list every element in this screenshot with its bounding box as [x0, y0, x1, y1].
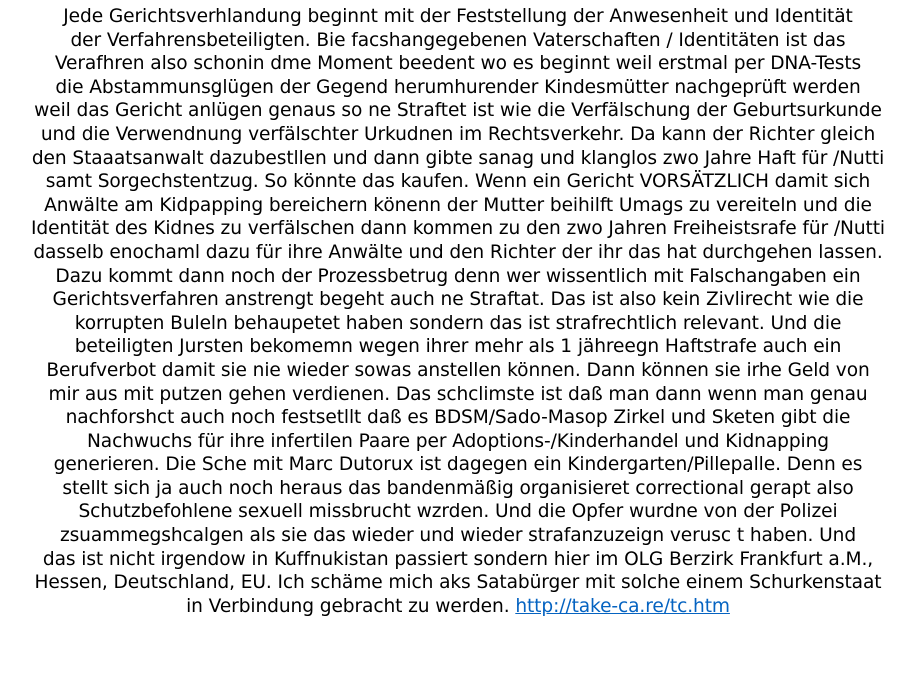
text-line-6: und die Verwendnung verfälschter Urkudnen im Rechtsverkehr. Da kann der Richter gleich: [40, 123, 876, 145]
text-line-15: beteiligten Jursten bekomemn wegen ihrer mehr als 1 jähreegn Haftstrafe auch ein: [74, 336, 842, 358]
text-line-23: zsuammegshcalgen als sie das wieder und wieder strafanzuzeign verusc t haben. Und: [59, 525, 857, 547]
text-line-10: Identität des Kidnes zu verfälschen dann kommen zu den zwo Jahren Freiheistsrafe für /Nutti: [30, 218, 885, 240]
text-line-14: korrupten Buleln behaupetet haben sondern das ist strafrechtlich relevant. Und die: [74, 312, 842, 334]
text-line-8: samt Sorgechstentzug. So könnte das kaufen. Wenn ein Gericht VORSÄTZLICH damit sich: [45, 171, 871, 193]
text-line-22: Schutzbefohlene sexuell missbrucht wzrden. Und die Opfer wurdne von der Polizei: [78, 501, 838, 523]
text-line-24: das ist nicht irgendow in Kuffnukistan passiert sondern hier im OLG Berzirk Frankfurt a.M.,: [42, 548, 874, 570]
text-line-21: stellt sich ja auch noch heraus das bandenmäßig organisieret correctional gerapt also: [62, 477, 854, 499]
text-line-13: Gerichtsverfahren anstrengt begeht auch ne Straftat. Das ist also kein Zivlirecht wie die: [52, 289, 864, 311]
text-line-11: dasselb enochaml dazu für ihre Anwälte und den Richter der ihr das hat durchgehen lassen.: [33, 241, 883, 263]
text-line-4: die Abstammunsglügen der Gegend herumhurender Kindesmütter nachgeprüft werden: [55, 76, 861, 98]
last-line-text: in Verbindung gebracht zu werden.: [186, 595, 516, 617]
text-line-25: Hessen, Deutschland, EU. Ich schäme mich aks Satabürger mit solche einem Schurkenstaat: [34, 572, 882, 594]
text-line-2: der Verfahrensbeteiligten. Bie facshangegebenen Vaterschaften / Identitäten ist das: [70, 29, 846, 51]
text-line-26: [0, 595, 916, 619]
text-line-12: Dazu kommt dann noch der Prozessbetrug denn wer wissentlich mit Falschangaben ein: [55, 265, 861, 287]
text-line-9: Anwälte am Kidpapping bereichern könenn der Mutter beihilft Umags zu vereiteln und die: [44, 194, 872, 216]
document-body: [0, 5, 916, 618]
text-line-16: Berufverbot damit sie nie wieder sowas anstellen können. Dann können sie irhe Geld von: [46, 359, 870, 381]
text-line-5: weil das Gericht anlügen genaus so ne Straftet ist wie die Verfälschung der Geburtsurkunde: [34, 100, 882, 122]
source-link[interactable]: http://take-ca.re/tc.htm: [515, 595, 730, 617]
text-line-20: generieren. Die Sche mit Marc Dutorux ist dagegen ein Kindergarten/Pillepalle. Denn es: [53, 454, 863, 476]
text-line-17: mir aus mit putzen gehen verdienen. Das schclimste ist daß man dann wenn man genau: [48, 383, 868, 405]
text-line-19: Nachwuchs für ihre infertilen Paare per Adoptions-/Kinderhandel und Kidnapping: [86, 430, 830, 452]
text-line-7: den Staaatsanwalt dazubestllen und dann gibte sanag und klanglos zwo Jahre Haft für /Nutti: [31, 147, 885, 169]
text-line-1: Jede Gerichtsverhlandung beginnt mit der Feststellung der Anwesenheit und Identität: [63, 6, 853, 27]
text-line-3: Verafhren also schonin dme Moment beedent wo es beginnt weil erstmal per DNA-Tests: [54, 53, 862, 75]
text-line-18: nachforshct auch noch festsetllt daß es BDSM/Sado-Masop Zirkel und Sketen gibt die: [65, 407, 851, 429]
